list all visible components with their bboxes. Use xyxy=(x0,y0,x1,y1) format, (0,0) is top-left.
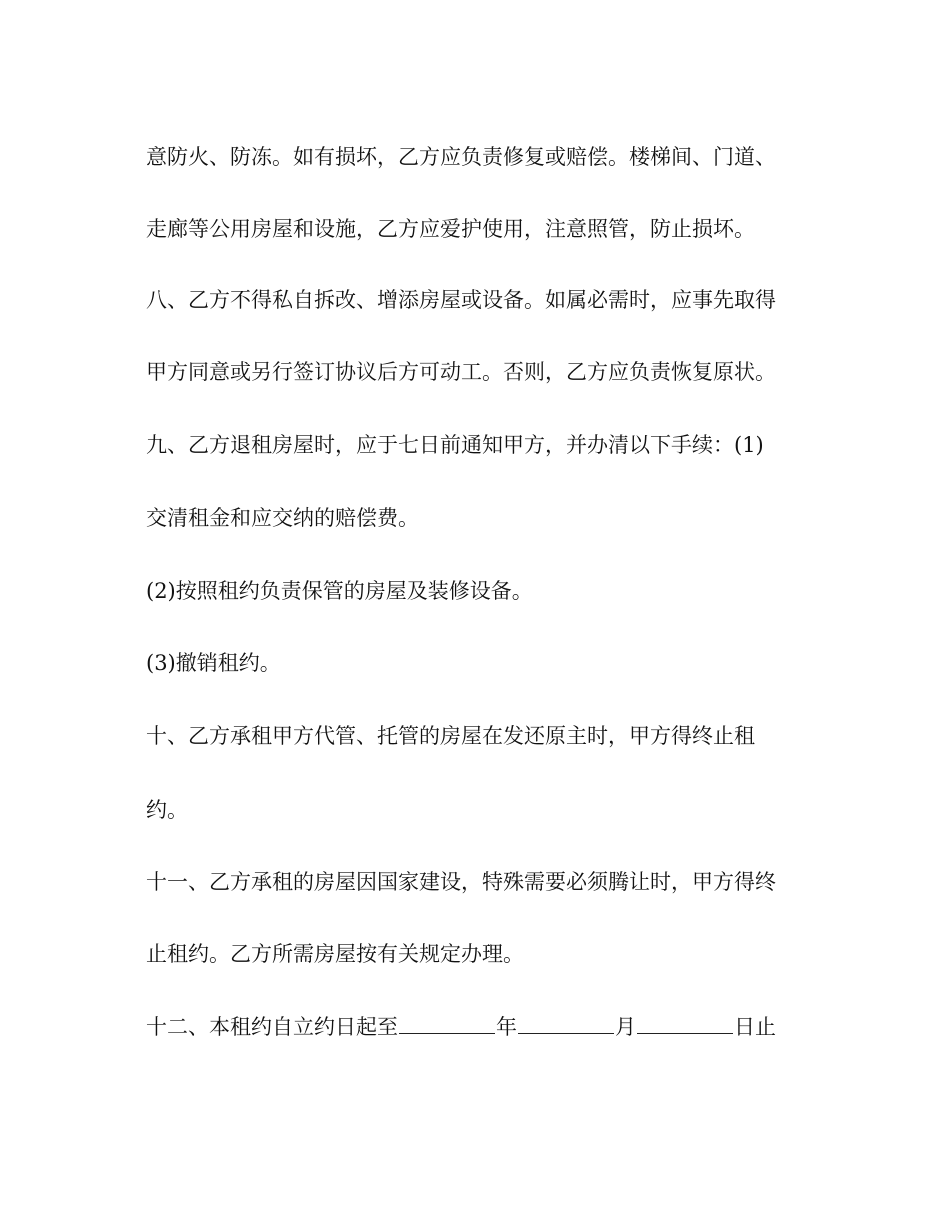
month-blank xyxy=(518,1011,614,1034)
text-line: 止租约。乙方所需房屋按有关规定办理。 xyxy=(146,942,524,966)
text-line: 约。 xyxy=(146,798,188,822)
text-line: 走廊等公用房屋和设施，乙方应爱护使用，注意照管，防止损坏。 xyxy=(146,217,755,241)
text-line: 交清租金和应交纳的赔偿费。 xyxy=(146,506,419,530)
text-line: 九、乙方退租房屋时，应于七日前通知甲方，并办清以下手续：(1) xyxy=(146,433,764,457)
text-line: (2)按照租约负责保管的房屋及装修设备。 xyxy=(146,579,533,603)
lease-term-clause xyxy=(146,1011,826,1041)
day-blank xyxy=(637,1011,733,1034)
text-line: 八、乙方不得私自拆改、增添房屋或设备。如属必需时，应事先取得 xyxy=(146,288,776,312)
clause-prefix: 十二、本租约自立约日起至 xyxy=(146,1015,398,1039)
text-line: 十一、乙方承租的房屋因国家建设，特殊需要必须腾让时，甲方得终 xyxy=(146,870,776,894)
month-label: 月 xyxy=(615,1015,636,1039)
text-line: 十、乙方承租甲方代管、托管的房屋在发还原主时，甲方得终止租 xyxy=(146,724,755,748)
year-label: 年 xyxy=(496,1015,517,1039)
text-line: (3)撤销租约。 xyxy=(146,651,281,675)
text-line: 意防火、防冻。如有损坏，乙方应负责修复或赔偿。楼梯间、门道、 xyxy=(146,145,776,169)
day-label: 日止 xyxy=(734,1015,776,1039)
text-line: 甲方同意或另行签订协议后方可动工。否则，乙方应负责恢复原状。 xyxy=(146,360,776,384)
year-blank xyxy=(399,1011,495,1034)
